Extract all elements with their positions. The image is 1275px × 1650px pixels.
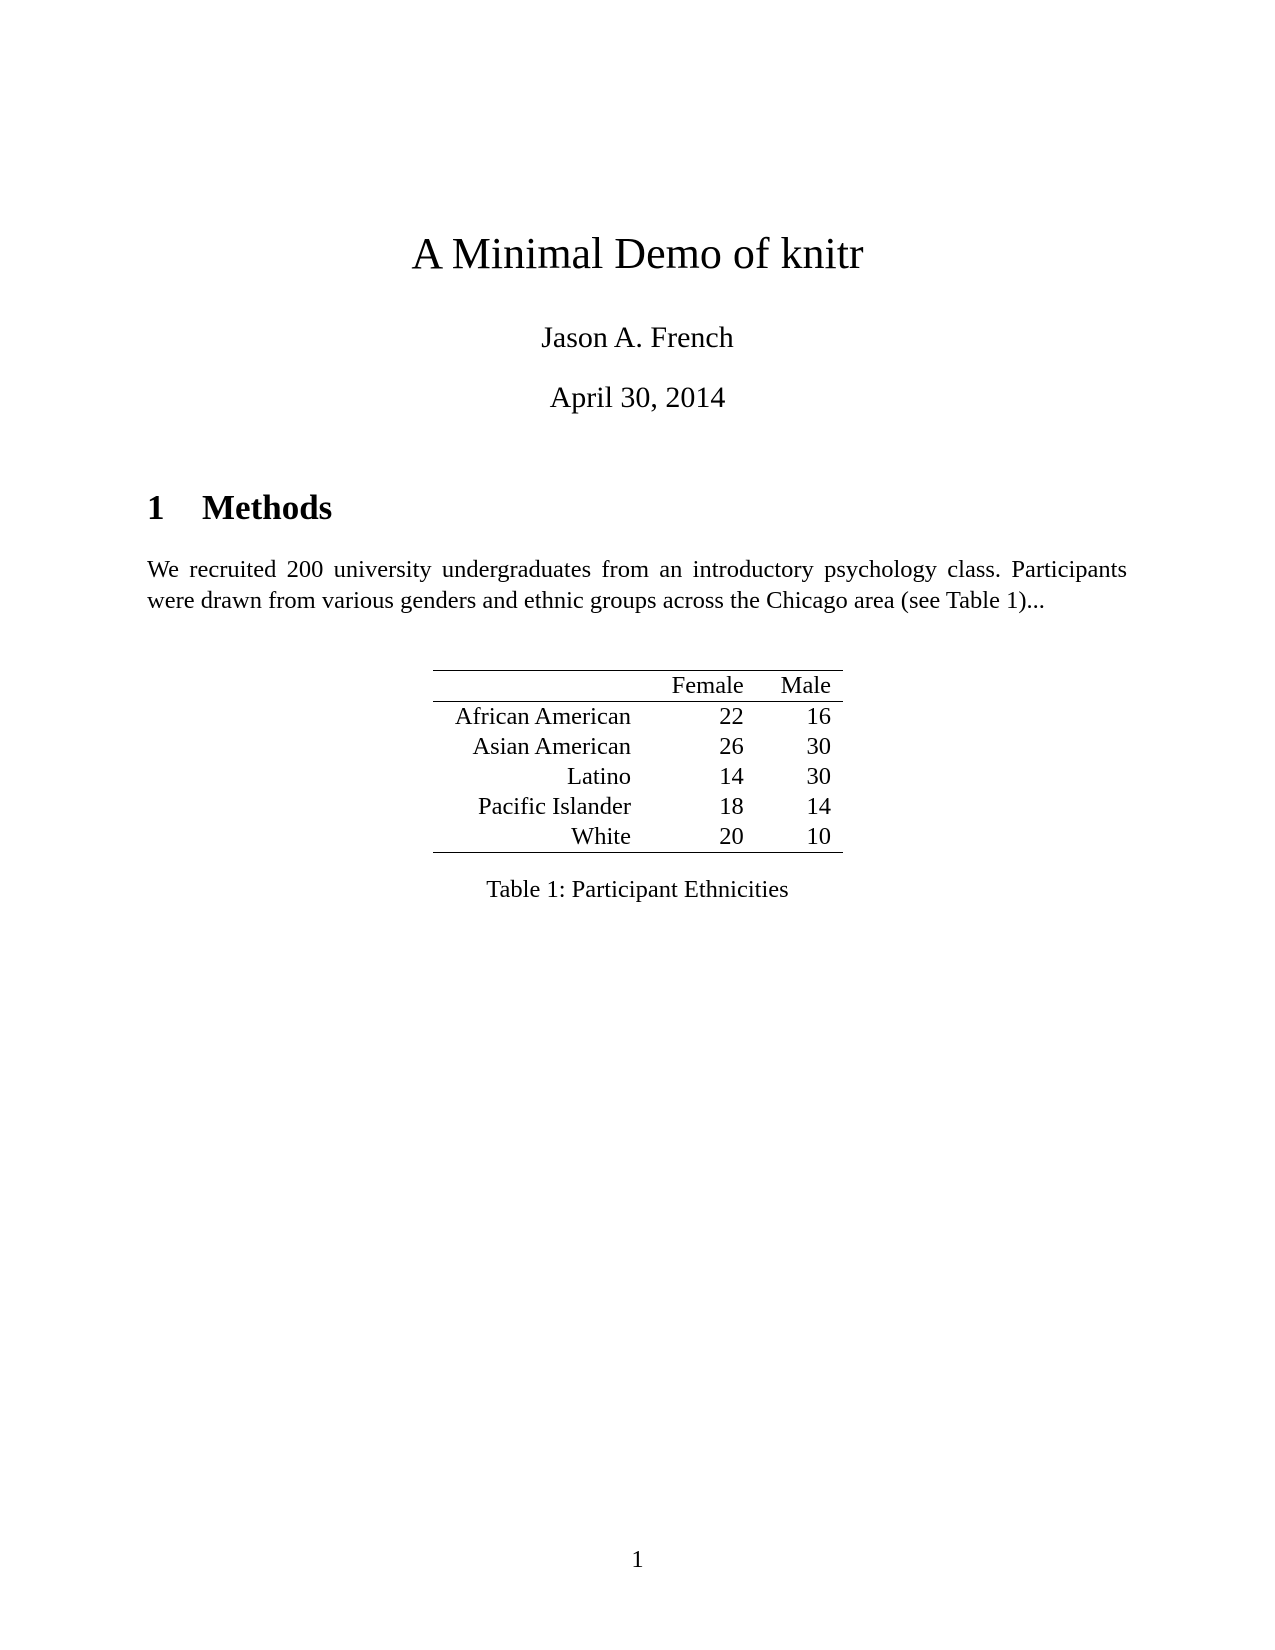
table-caption: Table 1: Participant Ethnicities [486,876,789,903]
male-count: 30 [806,733,831,760]
row-label: Asian American [472,733,631,760]
author-name: Jason A. French [541,321,734,354]
row-label: Pacific Islander [477,793,631,820]
section-number: 1 [147,488,165,527]
table-header-cell [433,671,643,702]
table-row [433,792,843,822]
female-count: 14 [719,763,744,790]
male-count: 16 [806,703,831,730]
ethnicity-table [433,670,843,853]
male-count: 30 [806,763,831,790]
section-title: Methods [202,488,333,527]
table-header-cell: Male [780,672,831,699]
section-heading [147,487,332,529]
female-count: 22 [719,703,744,730]
row-label: White [571,823,631,850]
female-count: 20 [719,823,744,850]
methods-paragraph: We recruited 200 university undergraduates from an introductory psychology class. Participants were drawn from various genders and ethnic groups across the Chicago area (see Table 1)... [147,556,1127,614]
table-header-cell: Female [671,672,744,699]
row-label: Latino [567,763,631,790]
table-container [433,670,843,853]
row-label: African American [454,703,631,730]
table-row [433,702,843,733]
table-row [433,732,843,762]
page-number: 1 [631,1546,644,1573]
female-count: 18 [719,793,744,820]
female-count: 26 [719,733,744,760]
table-row [433,762,843,792]
page-title: A Minimal Demo of knitr [411,229,864,278]
table-row [433,822,843,853]
male-count: 14 [806,793,831,820]
table-header-row [433,671,843,702]
male-count: 10 [806,823,831,850]
document-date: April 30, 2014 [549,381,726,414]
